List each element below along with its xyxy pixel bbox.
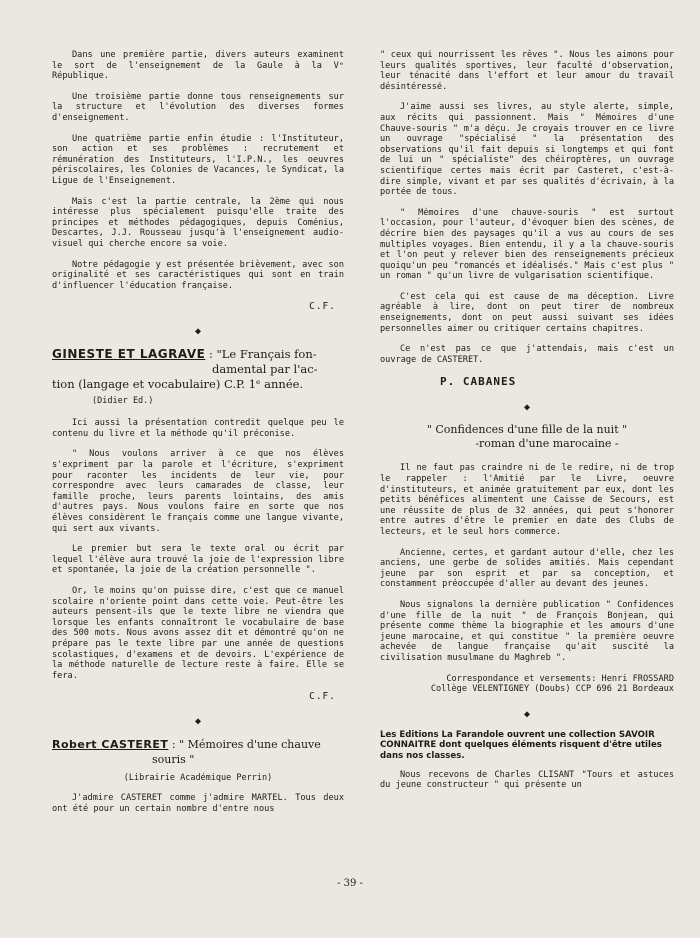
- review-author: GINESTE ET LAGRAVE: [52, 347, 206, 362]
- review-title-part: : " Mémoires d'une chauve: [171, 738, 321, 752]
- paragraph: Ici aussi la présentation contredit quelque peu le contenu du livre et la méthode qu'il préconise.: [52, 418, 344, 439]
- review-title-part: souris ": [152, 753, 195, 767]
- review-title-part: " Confidences d'une fille de la nuit ": [426, 423, 628, 437]
- signature: C.F.: [309, 691, 336, 703]
- paragraph: Une troisième partie donne tous renseignements sur la structure et l'évolution des diverses formes d'enseignement.: [52, 91, 344, 123]
- review-title-part: tion (langage et vocabulaire) C.P. 1ᵉ année.: [52, 377, 304, 392]
- paragraph: " ceux qui nourrissent les rêves ". Nous les aimons pour leurs qualités sportives, leur faculté d'observation, leur ténacité dans l'effort et leur amour du travail désintéressé.: [380, 50, 674, 92]
- paragraph: " Nous voulons arriver à ce que nos élèves s'expriment par la parole et l'écriture, s'expriment pour raconter les incidents de leur vie, pour correspondre avec leurs camarades de classe, leur famille proche, leurs parents lointains, des amis d'autres pays. Nous voulons faire en sorte que nos élèves considèrent le français comme une langue vivante, qui sert aux vivants.: [52, 449, 344, 534]
- review-publisher: (Didier Ed.): [92, 396, 154, 407]
- paragraph: " Mémoires d'une chauve-souris " est surtout l'occasion, pour l'auteur, d'évoquer bien des scènes, de décrire bien des paysages qu'il a vus au cours de ses multiples voyages. Bien entendu, il y a la chauve-souris et l'on peut y relever bien des renseignements précieux quoiqu'un peu "romancés et idéalisés." Mais c'est plus " un roman " qu'un livre de vulgarisation scientifique.: [380, 207, 674, 282]
- paragraph: Le premier but sera le texte oral ou écrit par lequel l'élève aura trouvé la joie de l'expression libre et spontanée, la joie de la création personnelle ".: [52, 544, 344, 576]
- correspondence-address: [380, 674, 674, 695]
- paragraph: Nous recevons de Charles CLISANT "Tours et astuces du jeune constructeur " qui présente un: [380, 769, 674, 791]
- paragraph: J'aime aussi ses livres, au style alerte, simple, aux récits qui passionnent. Mais " Mémoires d'une Chauve-souris " m'a déçu. Je croyais trouver en ce livre un ouvrage "spécialisé " la présentation des observations qu'il fait depuis si longtemps et qui font de lui un " spécialiste" des chéiroptères, un ouvrage scientifique certes mais écrit par Casteret, c'est-à-dire simple, vivant et par ses qualités d'écrivain, à la portée de tous.: [380, 102, 674, 198]
- review-author: Robert CASTERET: [52, 738, 169, 752]
- review-publisher: (Librairie Académique Perrin): [123, 773, 273, 784]
- review-title-part: damental par l'ac-: [212, 362, 318, 377]
- paragraph: Or, le moins qu'on puisse dire, c'est que ce manuel scolaire n'oriente point dans cette voie. Peut-être les auteurs pensent-ils que le texte libre ne viendra que lorsque les enfants connaîtront le vocabulaire de base des 500 mots. Nous avons assez dit et démontré qu'on ne prépare pas le texte libre par une année de questions scolastiques, d'examens et de devoirs. L'expérience de la méthode naturelle de lecture reste à faire. Elle se fera.: [52, 586, 344, 681]
- signature: C.F.: [309, 301, 336, 313]
- paragraph: Une quatrième partie enfin étudie : l'Instituteur, son action et ses problèmes : recrutement et rémunération des Instituteurs, l'I.P.N., les oeuvres périscolaires, les Colonies de Vacances, le Syndicat, la Ligue de l'Enseignement.: [52, 133, 344, 186]
- diamond-separator-icon: ◆: [194, 716, 202, 728]
- review-title-part: -roman d'une marocaine -: [475, 437, 619, 451]
- diamond-separator-icon: ◆: [523, 708, 531, 720]
- correspondence-line: Correspondance et versements: Henri FROSSARD: [446, 673, 674, 684]
- review-heading-casteret: [52, 737, 344, 767]
- paragraph: Ancienne, certes, et gardant autour d'elle, chez les anciens, une gerbe de solides amitiés. Mais cependant jeune par son esprit et par sa conception, et constamment préoccupée d'aller au devant des jeunes.: [380, 547, 674, 590]
- left-column: [52, 50, 344, 825]
- paragraph: Il ne faut pas craindre ni de le redire, ni de trop le rappeler : l'Amitié par le Livre, oeuvre d'instituteurs, et animée gratuitement par eux, dont les petits bénéfices alimentent une Caisse de Secours, est une réussite de plus de 32 années, qui peut s'honorer entre autres d'être le premier en date des Clubs de lecteurs, et le seul hors commerce.: [380, 463, 674, 537]
- right-column: [380, 50, 674, 801]
- paragraph: Notre pédagogie y est présentée brièvement, avec son originalité et ses caractéristiques qui sont en train d'influencer l'éducation française.: [52, 259, 344, 291]
- page-number: - 39 -: [337, 878, 363, 889]
- paragraph: J'admire CASTERET comme j'admire MARTEL. Tous deux ont été pour un certain nombre d'entre nous: [52, 793, 344, 814]
- review-heading-gineste: [52, 347, 344, 392]
- signature: P. CABANES: [440, 375, 517, 389]
- correspondence-line: Collège VELENTIGNEY (Doubs) CCP 696 21 Bordeaux: [430, 684, 674, 695]
- announcement-bold: Les Editions La Farandole ouvrent une collection SAVOIR CONNAITRE dont quelques éléments risquent d'être utiles dans nos classes.: [380, 729, 662, 761]
- review-title-part: : "Le Français fon-: [208, 347, 317, 362]
- paragraph: Dans une première partie, divers auteurs examinent le sort de l'enseignement de la Gaule à la Vᵉ République.: [52, 50, 344, 82]
- paragraph: C'est cela qui est cause de ma déception. Livre agréable à lire, dont on peut tirer de nombreux enseignements, dont on peut aussi suivant ses idées personnelles aimer ou critiquer certains chapitres.: [380, 291, 674, 334]
- paragraph: Nous signalons la dernière publication " Confidences d'une fille de la nuit " de François Bonjean, qui présente comme thème la biographie et les amours d'une jeune marocaine, et qui constitue " la première oeuvre achevée de langue française qu'ait suscité la civilisation musulmane du Maghreb ".: [380, 599, 674, 663]
- paragraph: Mais c'est la partie centrale, la 2ème qui nous intéresse plus spécialement puisqu'elle traite des principes et méthodes pédagogiques, depuis Coménius, Descartes, J.J. Rousseau jusqu'à l'enseignement audio-visuel qui cherche encore sa voie.: [52, 196, 344, 249]
- review-heading-confidences: [380, 423, 674, 451]
- diamond-separator-icon: ◆: [194, 326, 202, 338]
- paragraph: Ce n'est pas ce que j'attendais, mais c'est un ouvrage de CASTERET.: [380, 344, 674, 365]
- diamond-separator-icon: ◆: [523, 402, 531, 414]
